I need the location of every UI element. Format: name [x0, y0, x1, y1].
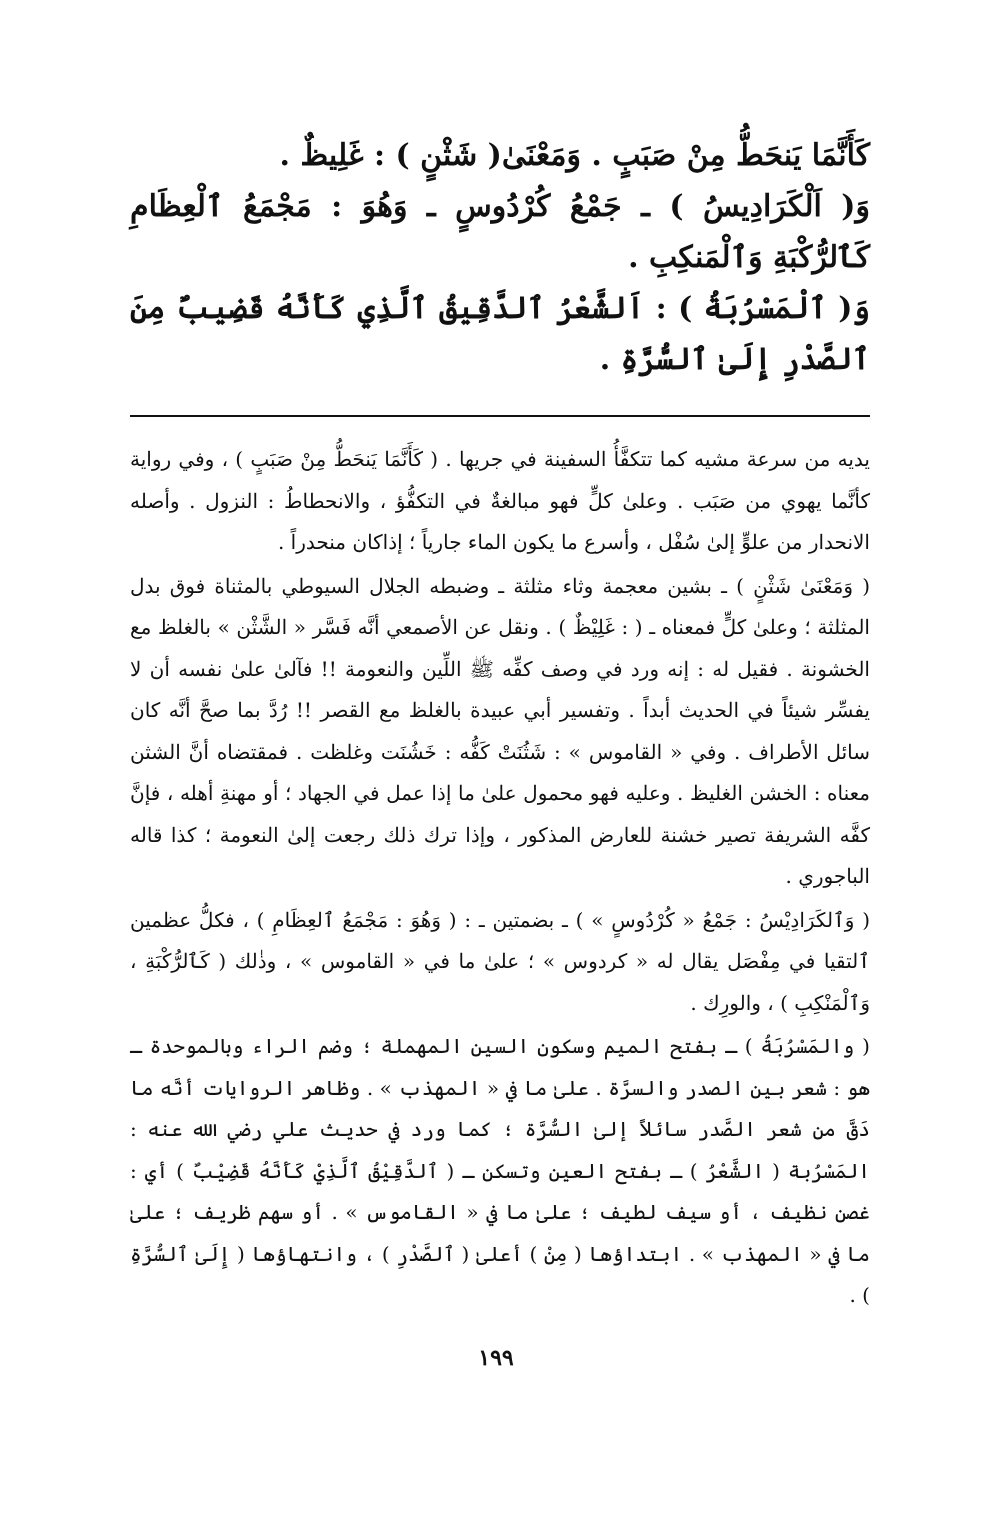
commentary-block	[130, 439, 870, 1317]
commentary-paragraph: يديه من سرعة مشيه كما تتكفَّأُ السفينة في جريها . ( كَأَنَّمَا يَنحَطُّ مِنْ صَبَبٍ ) ، وفي رواية كأنَّما يهوي من صَبَب . وعلىٰ كلٍّ فهو مبالغةٌ في التكفُّؤ ، والانحطاطُ : النزول . وأصله الانحدار من علوٍّ إلىٰ سُفْل ، وأسرع ما يكون الماء جارياً ؛ إذاكان منحدراً .	[130, 447, 870, 554]
commentary-paragraph: ( والمَسْرُبَةُ ) ـ بفتح الميم وسكون السين المهملة ؛ وضم الراء وبالموحدة ـ هو : شعر بين الصدر والسرَّة . علىٰ ما في « المهذب » . وظاهر الروايات أنَّه ما دَقَّ من شعر الصَّدر سائلاً إلىٰ السُّرَّة ؛ كما ورد في حديث علي رضي الله عنه : المَسْرُبة ( الشَّعْرُ ) ـ بفتح العين وتسكن ـ ( ٱلدَّقِيْقُ ٱلَّذِيْ كَأَنَّهُ قَضِيْبٌ ) أي : غصن نظيف ، أو سيف لطيف ؛ علىٰ ما في « القاموس » . أو سهم ظريف ؛ علىٰ ما في « المهذب » . ابتداؤها ( مِنْ ) أعلىٰ ( ٱلصَّدْرِ ) ، وانتهاؤها ( إِلَىٰ ٱلسُّرَّةِ ) .	[130, 1034, 870, 1307]
main-text-line: وَ( اَلْكَرَادِيسُ ) ـ جَمْعُ كُرْدُوسٍ ـ وَهُوَ : مَجْمَعُ ٱلْعِظَامِ كَٱلرُّكْبَةِ وَٱلْمَنكِبِ .	[130, 189, 870, 275]
separator-rule	[130, 415, 870, 417]
page-number: ١٩٩	[478, 1345, 514, 1371]
main-text-block	[130, 130, 870, 385]
main-text-line: وَ( ٱلْمَسْرُبَةُ ) : اَلشَّعْرُ ٱلدَّقِيقُ ٱلَّذِي كَأَنَّهُ قَضِيبٌ مِنَ ٱلصَّدْرِ إِلَىٰ ٱلسُّرَّةِ .	[130, 291, 870, 377]
commentary-paragraph: ( وَمَعْنَىٰ شَثْنٍ ) ـ بشين معجمة وثاء مثلثة ـ وضبطه الجلال السيوطي بالمثناة فوق بدل المثلثة ؛ وعلىٰ كلٍّ فمعناه ـ ( : غَلِيْظٌ ) . ونقل عن الأصمعي أنَّه فَسَّر « الشَّثْن » بالغلظ مع الخشونة . فقيل له : إنه ورد في وصف كفِّه ﷺ اللِّين والنعومة !! فآلىٰ علىٰ نفسه أن لا يفسِّر شيئاً في الحديث أبداً . وتفسير أبي عبيدة بالغلظ مع القصر !! رُدَّ بما صحَّ أنَّه كان سائل الأطراف . وفي « القاموس » : شَثُنَتْ كَفُّه : خَشُنَت وغلظت . فمقتضاه أنَّ الشثن معناه : الخشن الغليظ . وعليه فهو محمول علىٰ ما إذا عمل في الجهاد ؛ أو مهنةِ أهله ، فإنَّ كفَّه الشريفة تصير خشنة للعارض المذكور ، وإذا ترك ذلك رجعت إلىٰ النعومة ؛ كذا قاله الباجوري .	[130, 573, 870, 888]
commentary-paragraph: ( وَٱلكَرَادِيْسُ : جَمْعُ « كُرْدُوسٍ » ) ـ بضمتين ـ : ( وَهُوَ : مَجْمَعُ ٱلعِظَامِ ) ، فكلُّ عظمين ٱلتقيا في مِفْصَل يقال له « كردوس » ؛ علىٰ ما في « القاموس » ، وذٰلك ( كَٱلرُّكْبَةِ ، وَٱلْمَنْكِبِ ) ، والورِك .	[130, 907, 870, 1015]
main-text-line: كَأَنَّمَا يَنحَطُّ مِنْ صَبَبٍ . وَمَعْنَىٰ( شَثْنٍ ) : غَلِيظٌ .	[279, 138, 870, 173]
page-body	[130, 130, 870, 1317]
